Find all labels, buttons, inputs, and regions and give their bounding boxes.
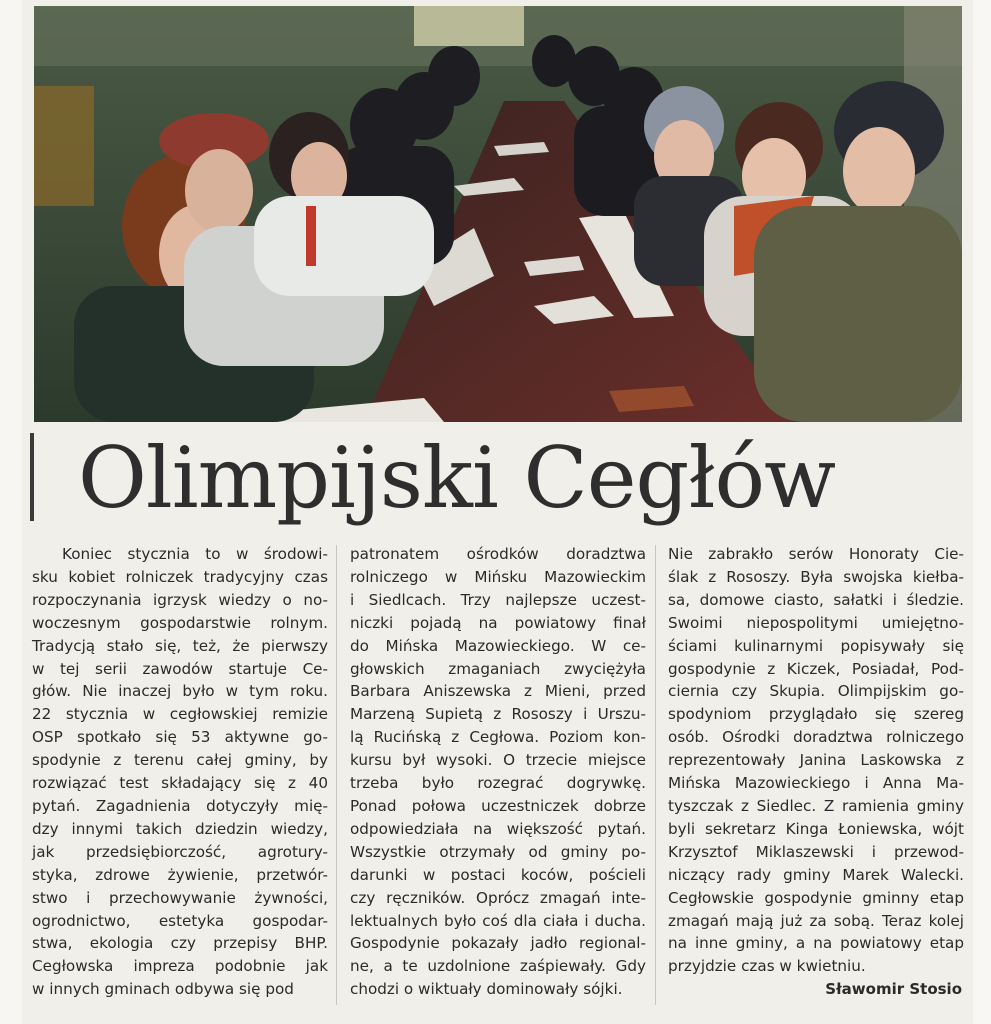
page-margin-left bbox=[0, 0, 22, 1024]
article-text-line: rolniczego w Mińsku Mazowieckim bbox=[350, 567, 646, 586]
article-text-line: głów. Nie inaczej było w tym roku. bbox=[32, 682, 328, 701]
article-text-line: 22 stycznia w cegłowskiej remizie bbox=[32, 705, 328, 724]
article-text-line: odpowiedziała na większość pytań. bbox=[350, 819, 646, 838]
article-column-2 bbox=[350, 543, 646, 1001]
article-text-line: byli sekretarz Kinga Łoniewska, wójt bbox=[668, 819, 964, 838]
article-text-line: trzeba było rozegrać dogrywkę. bbox=[350, 774, 646, 793]
article-text-line: w tej serii zawodów startuje Ce- bbox=[32, 659, 328, 678]
article-text-line: Cegłowska impreza podobnie jak bbox=[32, 957, 328, 976]
article-text-line: gospodynie z Kiczek, Posiadał, Pod- bbox=[668, 659, 964, 678]
article-text-line: ślak z Rososzy. Była swojska kiełba- bbox=[668, 567, 964, 586]
article-text-line: kursu był wysoki. O trzecie miejsce bbox=[350, 751, 646, 770]
article-text-line: woczesnym gospodarstwie rolnym. bbox=[32, 613, 328, 632]
article-text-line: reprezentowały Janina Laskowska z bbox=[668, 751, 964, 770]
article-text-line: Mińska Mazowieckiego i Anna Ma- bbox=[668, 774, 964, 793]
article-text-line: w innych gminach odbywa się pod bbox=[32, 980, 294, 999]
article-text-line: Wszystkie otrzymały od gminy po- bbox=[350, 842, 646, 861]
column-divider bbox=[336, 545, 337, 1005]
article-text-line: patronatem ośrodków doradztwa bbox=[350, 545, 646, 563]
photo-women-at-table bbox=[34, 6, 962, 422]
article-text-line: rozwiązać test składający się z 40 bbox=[32, 774, 328, 793]
article-text-line: i Siedlcach. Trzy najlepsze uczest- bbox=[350, 590, 646, 609]
article-text-line: Nie zabrakło serów Honoraty Cie- bbox=[668, 545, 964, 563]
article-text-line: lektualnych było coś dla ciała i ducha. bbox=[350, 911, 646, 930]
article-byline: Sławomir Stosio bbox=[825, 980, 962, 998]
article-text-line: zmagań mają już za sobą. Teraz kolej bbox=[668, 911, 964, 930]
article-text-line: stwa, ekologia czy przepisy BHP. bbox=[32, 934, 328, 953]
article-text-line: przyjdzie czas w kwietniu. bbox=[668, 957, 866, 976]
article-text-line: dzy innymi takich dziedzin wiedzy, bbox=[32, 819, 328, 838]
article-column-1 bbox=[32, 543, 328, 1001]
article-text-line: głowskich zmaganiach zwyciężyła bbox=[350, 659, 646, 678]
article-column-3 bbox=[668, 543, 964, 978]
article-text-line: lą Rucińską z Cegłowa. Poziom kon- bbox=[350, 728, 646, 747]
article-text-line: OSP spotkało się 53 aktywne go- bbox=[32, 728, 328, 747]
column-divider bbox=[655, 545, 656, 1005]
article-text-line: jak przedsiębiorczość, agrotury- bbox=[32, 842, 328, 861]
article-text-line: ogrodnictwo, estetyka gospodar- bbox=[32, 911, 328, 930]
article-text-line: rozpoczynania igrzysk wiedzy o no- bbox=[32, 590, 328, 609]
article-text-line: Krzysztof Miklaszewski i przewod- bbox=[668, 842, 964, 861]
article-text-line: styka, zdrowe żywienie, przetwór- bbox=[32, 865, 328, 884]
article-text-line: darunki w postaci koców, pościeli bbox=[350, 865, 646, 884]
article-text-line: Cegłowskie gospodynie gminny etap bbox=[668, 888, 964, 907]
article-text-line: do Mińska Mazowieckiego. W ce- bbox=[350, 636, 646, 655]
headline-accent-rule bbox=[30, 433, 34, 521]
article-text-line: Koniec stycznia to w środowi- bbox=[62, 545, 328, 563]
article-text-line: na inne gminy, a na powiatowy etap bbox=[668, 934, 964, 953]
article-text-line: Swoimi niepospolitymi umiejętno- bbox=[668, 613, 964, 632]
article-text-line: ciernia czy Skupia. Olimpijskim go- bbox=[668, 682, 964, 701]
article-text-line: ne, a te uzdolnione zaśpiewały. Gdy bbox=[350, 957, 646, 976]
article-headline: Olimpijski Cegłów bbox=[78, 429, 835, 527]
article-text-line: pytań. Zagadnienia dotyczyły mię- bbox=[32, 796, 328, 815]
article-text-line: niczący rady gminy Marek Walecki. bbox=[668, 865, 964, 884]
article-text-line: czy ręczników. Oprócz zmagań inte- bbox=[350, 888, 646, 907]
article-text-line: sku kobiet rolniczek tradycyjny czas bbox=[32, 567, 328, 586]
article-text-line: spodynie z terenu całej gminy, by bbox=[32, 751, 328, 770]
article-text-line: sa, domowe ciasto, sałatki i śledzie. bbox=[668, 590, 964, 609]
article-text-line: Marzeną Supietą z Rososzy i Urszu- bbox=[350, 705, 646, 724]
article-text-line: Gospodynie pokazały jadło regional- bbox=[350, 934, 646, 953]
article-text-line: Tradycją stało się, też, że pierwszy bbox=[32, 636, 328, 655]
article-text-line: stwo i przechowywanie żywności, bbox=[32, 888, 328, 907]
article-text-line: ściami kulinarnymi popisywały się bbox=[668, 636, 964, 655]
article-text-line: spodyniom przyglądało się szereg bbox=[668, 705, 964, 724]
page-margin-right bbox=[973, 0, 991, 1024]
article-text-line: chodzi o wiktuały dominowały sójki. bbox=[350, 980, 623, 999]
article-text-line: Barbara Aniszewska z Mieni, przed bbox=[350, 682, 646, 701]
article-text-line: niczki pojadą na powiatowy finał bbox=[350, 613, 646, 632]
article-text-line: tyszczak z Siedlec. Z ramienia gminy bbox=[668, 796, 964, 815]
article-text-line: osób. Ośrodki doradztwa rolniczego bbox=[668, 728, 964, 747]
article-text-line: Ponad połowa uczestniczek dobrze bbox=[350, 796, 646, 815]
article-photo bbox=[34, 6, 962, 422]
